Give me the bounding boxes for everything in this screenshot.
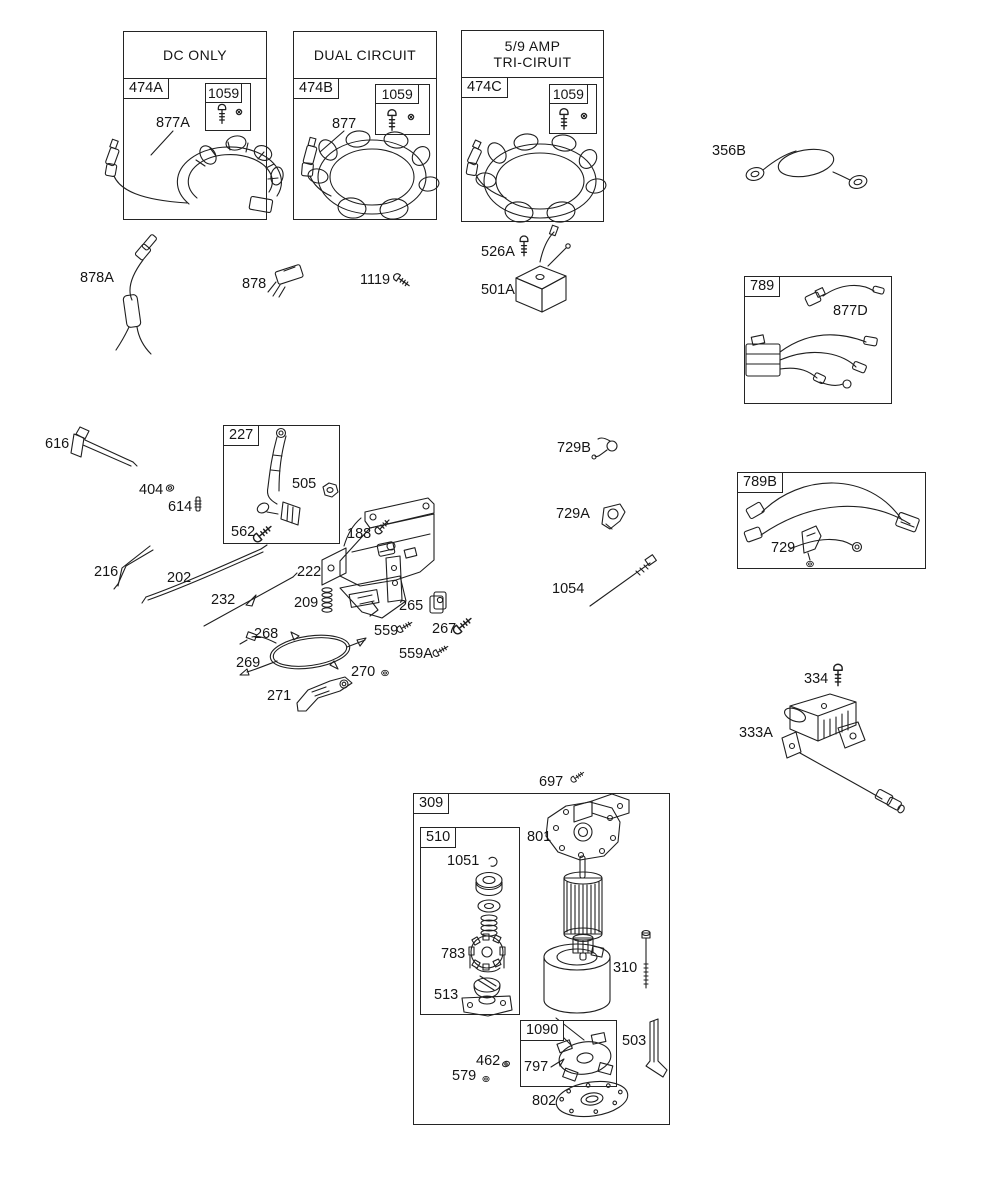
tag-510: 510 bbox=[420, 827, 456, 848]
ground-wire-356B-art bbox=[745, 145, 869, 190]
tag-227: 227 bbox=[223, 425, 259, 446]
callout-877D: 877D bbox=[833, 303, 868, 319]
callout-877: 877 bbox=[332, 116, 357, 132]
callout-562: 562 bbox=[231, 524, 256, 540]
connector-878-art bbox=[268, 264, 304, 297]
clip-729B-art bbox=[592, 438, 617, 459]
kit-tri-label: 1059 bbox=[550, 85, 588, 104]
tag-474B: 474B bbox=[293, 78, 339, 99]
tie-1054-art bbox=[590, 555, 656, 606]
callout-1119: 1119 bbox=[360, 272, 391, 288]
callout-559: 559 bbox=[374, 623, 399, 639]
kit-box-dc bbox=[205, 83, 251, 131]
spring-209-art bbox=[322, 588, 332, 612]
panel-tri-circuit-title bbox=[462, 31, 603, 78]
tri-title-line1: 5/9 AMP bbox=[504, 38, 561, 54]
callout-1051: 1051 bbox=[447, 853, 480, 869]
callout-501A: 501A bbox=[481, 282, 515, 298]
callout-614: 614 bbox=[168, 499, 193, 515]
callout-209: 209 bbox=[294, 595, 319, 611]
callout-1054: 1054 bbox=[552, 581, 585, 597]
callout-526A: 526A bbox=[481, 244, 515, 260]
tag-789: 789 bbox=[744, 276, 780, 297]
screw-1119-art bbox=[392, 272, 411, 288]
panel-dual-circuit-title: DUAL CIRCUIT bbox=[294, 32, 436, 79]
tag-474C: 474C bbox=[461, 77, 508, 98]
kit-dc-label: 1059 bbox=[206, 84, 242, 103]
nut-404-art bbox=[165, 484, 174, 492]
callout-270: 270 bbox=[351, 664, 376, 680]
callout-729: 729 bbox=[771, 540, 796, 556]
panel-dc-only-title: DC ONLY bbox=[124, 32, 266, 79]
callout-265: 265 bbox=[399, 598, 424, 614]
callout-202: 202 bbox=[167, 570, 192, 586]
callout-462: 462 bbox=[476, 1053, 501, 1069]
callout-188: 188 bbox=[347, 526, 372, 542]
clip-729A-art bbox=[602, 504, 625, 529]
screw-334-art bbox=[834, 664, 842, 685]
callout-729A: 729A bbox=[556, 506, 590, 522]
nut-270-art bbox=[382, 670, 389, 675]
rod-616-art bbox=[71, 427, 137, 466]
link-216-art bbox=[114, 546, 153, 589]
callout-513: 513 bbox=[434, 987, 459, 1003]
kit-dual-label: 1059 bbox=[376, 85, 419, 104]
callout-404: 404 bbox=[139, 482, 164, 498]
callout-222: 222 bbox=[297, 564, 322, 580]
callout-729B: 729B bbox=[557, 440, 591, 456]
harness-878A-art bbox=[116, 234, 157, 354]
pin-614-art bbox=[195, 497, 201, 511]
callout-877A: 877A bbox=[156, 115, 190, 131]
callout-333A: 333A bbox=[739, 725, 773, 741]
tri-title-line2: TRI-CIRUIT bbox=[493, 54, 572, 70]
callout-801: 801 bbox=[527, 829, 552, 845]
callout-232: 232 bbox=[211, 592, 236, 608]
callout-616: 616 bbox=[45, 436, 70, 452]
callout-356B: 356B bbox=[712, 143, 746, 159]
callout-216: 216 bbox=[94, 564, 119, 580]
diode-501A-art bbox=[516, 266, 566, 312]
screw-559A-art bbox=[432, 644, 449, 658]
tag-309: 309 bbox=[413, 793, 449, 814]
link-202-art bbox=[142, 545, 267, 603]
screw-559-art bbox=[396, 620, 413, 634]
callout-797: 797 bbox=[524, 1059, 549, 1075]
callout-505: 505 bbox=[292, 476, 317, 492]
callout-268: 268 bbox=[254, 626, 279, 642]
callout-503: 503 bbox=[622, 1033, 647, 1049]
ignition-coil-333A-art bbox=[782, 694, 906, 814]
callout-579: 579 bbox=[452, 1068, 477, 1084]
callout-267: 267 bbox=[432, 621, 457, 637]
screw-697-art bbox=[570, 770, 585, 783]
lever-271-art bbox=[297, 677, 352, 711]
kit-box-dual bbox=[375, 84, 430, 135]
screw-526A-art bbox=[520, 225, 570, 266]
callout-334: 334 bbox=[804, 671, 829, 687]
callout-802: 802 bbox=[532, 1093, 557, 1109]
callout-559A: 559A bbox=[399, 646, 433, 662]
callout-878: 878 bbox=[242, 276, 267, 292]
callout-697: 697 bbox=[539, 774, 564, 790]
kit-box-tri bbox=[549, 84, 597, 134]
callout-878A: 878A bbox=[80, 270, 114, 286]
callout-783: 783 bbox=[441, 946, 466, 962]
callout-271: 271 bbox=[267, 688, 292, 704]
callout-310: 310 bbox=[613, 960, 638, 976]
tag-1090: 1090 bbox=[520, 1020, 564, 1041]
casing-265-art bbox=[430, 592, 446, 613]
tag-474A: 474A bbox=[123, 78, 169, 99]
callout-269: 269 bbox=[236, 655, 261, 671]
tag-789B: 789B bbox=[737, 472, 783, 493]
